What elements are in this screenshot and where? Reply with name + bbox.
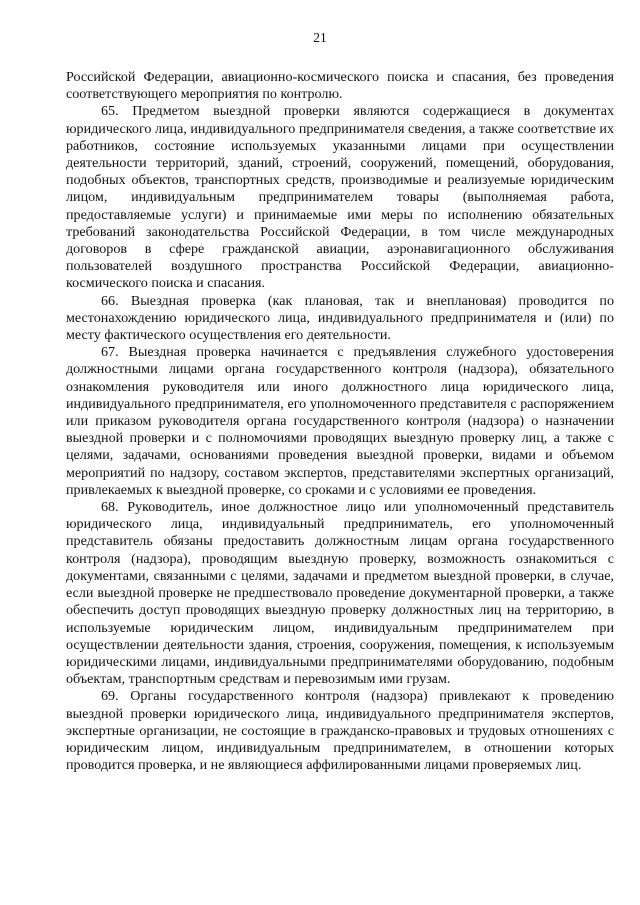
document-body [66, 69, 614, 774]
paragraph-continued: Российской Федерации, авиационно-космического поиска и спасания, без проведения соответствующего мероприятия по контролю. [66, 69, 614, 103]
paragraph-69: 69. Органы государственного контроля (надзора) привлекают к проведению выездной проверки юридического лица, индивидуального предпринимателя экспертов, экспертные организации, не состоящие в гражданско-правовых и трудовых отношениях с юридическим лицом, индивидуальным предпринимателем, в отношении которых проводится проверка, и не являющиеся аффилированными лицами проверяемых лиц. [66, 688, 614, 774]
paragraph-67: 67. Выездная проверка начинается с предъявления служебного удостоверения должностными лицами органа государственного контроля (надзора), обязательного ознакомления руководителя или иного должностного лица юридического лица, индивидуального предпринимателя, его уполномоченного представителя с распоряжением или приказом руководителя органа государственного контроля (надзора) о назначении выездной проверки и с полномочиями проводящих выездную проверку лиц, а также с целями, задачами, основаниями проведения выездной проверки, видами и объемом мероприятий по надзору, составом экспертов, представителями экспертных организаций, привлекаемых к выездной проверке, со сроками и с условиями ее проведения. [66, 344, 614, 498]
paragraph-65: 65. Предметом выездной проверки являются содержащиеся в документах юридического лица, индивидуального предпринимателя сведения, а также соответствие их работников, состояние используемых указанными лицами при осуществлении деятельности территорий, зданий, строений, сооружений, помещений, оборудования, подобных объектов, транспортных средств, производимые и реализуемые юридическим лицом, индивидуальным предпринимателем товары (выполняемая работа, предоставляемые услуги) и принимаемые ими меры по исполнению обязательных требований законодательства Российской Федерации, в том числе международных договоров в сфере гражданской авиации, аэронавигационного обслуживания пользователей воздушного пространства Российской Федерации, авиационно-космического поиска и спасания. [66, 103, 614, 292]
page-number: 21 [313, 30, 327, 45]
paragraph-68: 68. Руководитель, иное должностное лицо или уполномоченный представитель юридического лица, индивидуальный предприниматель, его уполномоченный представитель обязаны предоставить должностным лицам органа государственного контроля (надзора), проводящим выездную проверку, возможность ознакомиться с документами, связанными с целями, задачами и предметом выездной проверки, в случае, если выездной проверке не предшествовало проведение документарной проверки, а также обеспечить доступ проводящих выездную проверку должностных лиц на территорию, в используемые юридическим лицом, индивидуальным предпринимателем при осуществлении деятельности здания, строения, сооружения, помещения, к используемым юридическими лицами, индивидуальными предпринимателями оборудованию, подобным объектам, транспортным средствам и перевозимым ими грузам. [66, 499, 614, 688]
paragraph-66: 66. Выездная проверка (как плановая, так и внеплановая) проводится по местонахождению юридического лица, индивидуального предпринимателя и (или) по месту фактического осуществления его деятельности. [66, 292, 614, 344]
